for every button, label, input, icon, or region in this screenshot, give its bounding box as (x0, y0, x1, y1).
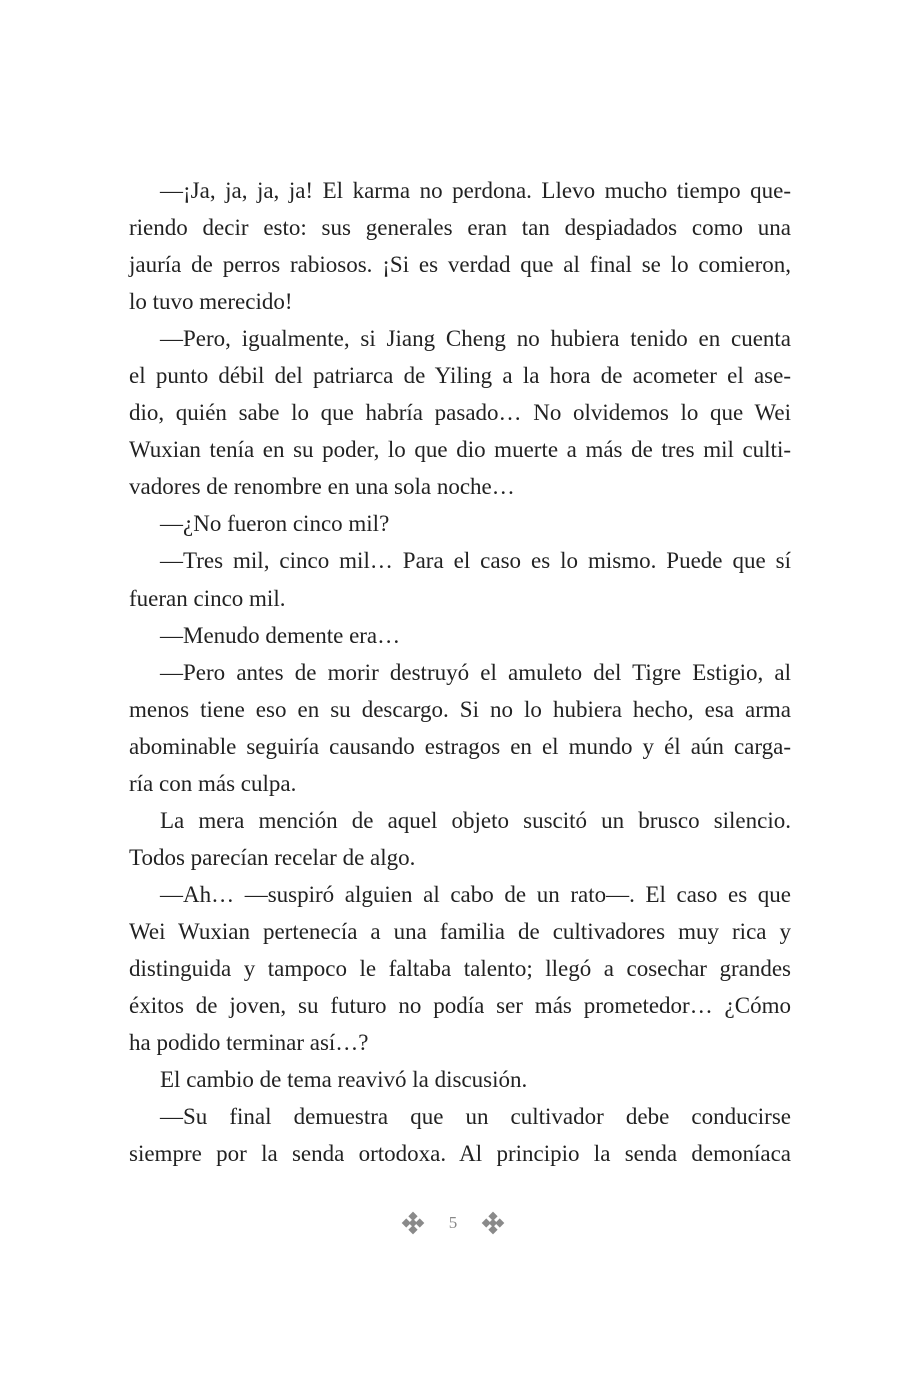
diamond-knot-icon (401, 1211, 425, 1235)
text-line: menos tiene eso en su descargo. Si no lo hubiera hecho, esa arma (129, 696, 791, 722)
text-line: El cambio de tema reavivó la discusión. (160, 1067, 528, 1093)
text-line: —¡Ja, ja, ja, ja! El karma no perdona. Llevo mucho tiempo que- (160, 178, 791, 203)
text-line: fueran cinco mil. (129, 585, 286, 611)
text-line: distinguida y tampoco le faltaba talento; llegó a cosechar grandes (129, 955, 791, 981)
text-line: —Ah… —suspiró alguien al cabo de un rato—. El caso es que (160, 881, 791, 907)
text-line: ría con más culpa. (129, 770, 297, 796)
text-line: lo tuvo merecido! (129, 289, 293, 315)
text-line: vadores de renombre en una sola noche… (129, 474, 515, 500)
text-line: éxitos de joven, su futuro no podía ser más prometedor… ¿Cómo (129, 993, 791, 1019)
page-number: 5 (448, 1213, 458, 1232)
text-line: —Menudo demente era… (160, 622, 401, 648)
text-line: Wei Wuxian pertenecía a una familia de cultivadores muy rica y (129, 918, 791, 944)
text-line: —Pero, igualmente, si Jiang Cheng no hubiera tenido en cuenta (160, 326, 791, 352)
text-line: el punto débil del patriarca de Yiling a la hora de acometer el ase- (129, 363, 791, 389)
text-line: siempre por la senda ortodoxa. Al principio la senda demoníaca (129, 1141, 791, 1167)
text-line: La mera mención de aquel objeto suscitó un brusco silencio. (160, 807, 791, 833)
text-line: riendo decir esto: sus generales eran tan despiadados como una (129, 215, 791, 241)
text-line: abominable seguiría causando estragos en el mundo y él aún carga- (129, 733, 791, 759)
page-body (129, 172, 791, 1172)
diamond-knot-icon (481, 1211, 505, 1235)
text-line: dio, quién sabe lo que habría pasado… No olvidemos lo que Wei (129, 400, 791, 426)
text-line: —Pero antes de morir destruyó el amuleto del Tigre Estigio, al (160, 659, 791, 685)
text-line: jauría de perros rabiosos. ¡Si es verdad que al final se lo comieron, (129, 252, 791, 278)
text-line: Wuxian tenía en su poder, lo que dio muerte a más de tres mil culti- (129, 437, 791, 463)
text-line: ha podido terminar así…? (129, 1030, 369, 1056)
text-line: —Tres mil, cinco mil… Para el caso es lo mismo. Puede que sí (160, 548, 791, 574)
text-line: —¿No fueron cinco mil? (160, 511, 390, 537)
text-line: Todos parecían recelar de algo. (129, 844, 416, 870)
text-line: —Su final demuestra que un cultivador debe conducirse (160, 1104, 791, 1130)
page-footer (0, 1208, 906, 1238)
